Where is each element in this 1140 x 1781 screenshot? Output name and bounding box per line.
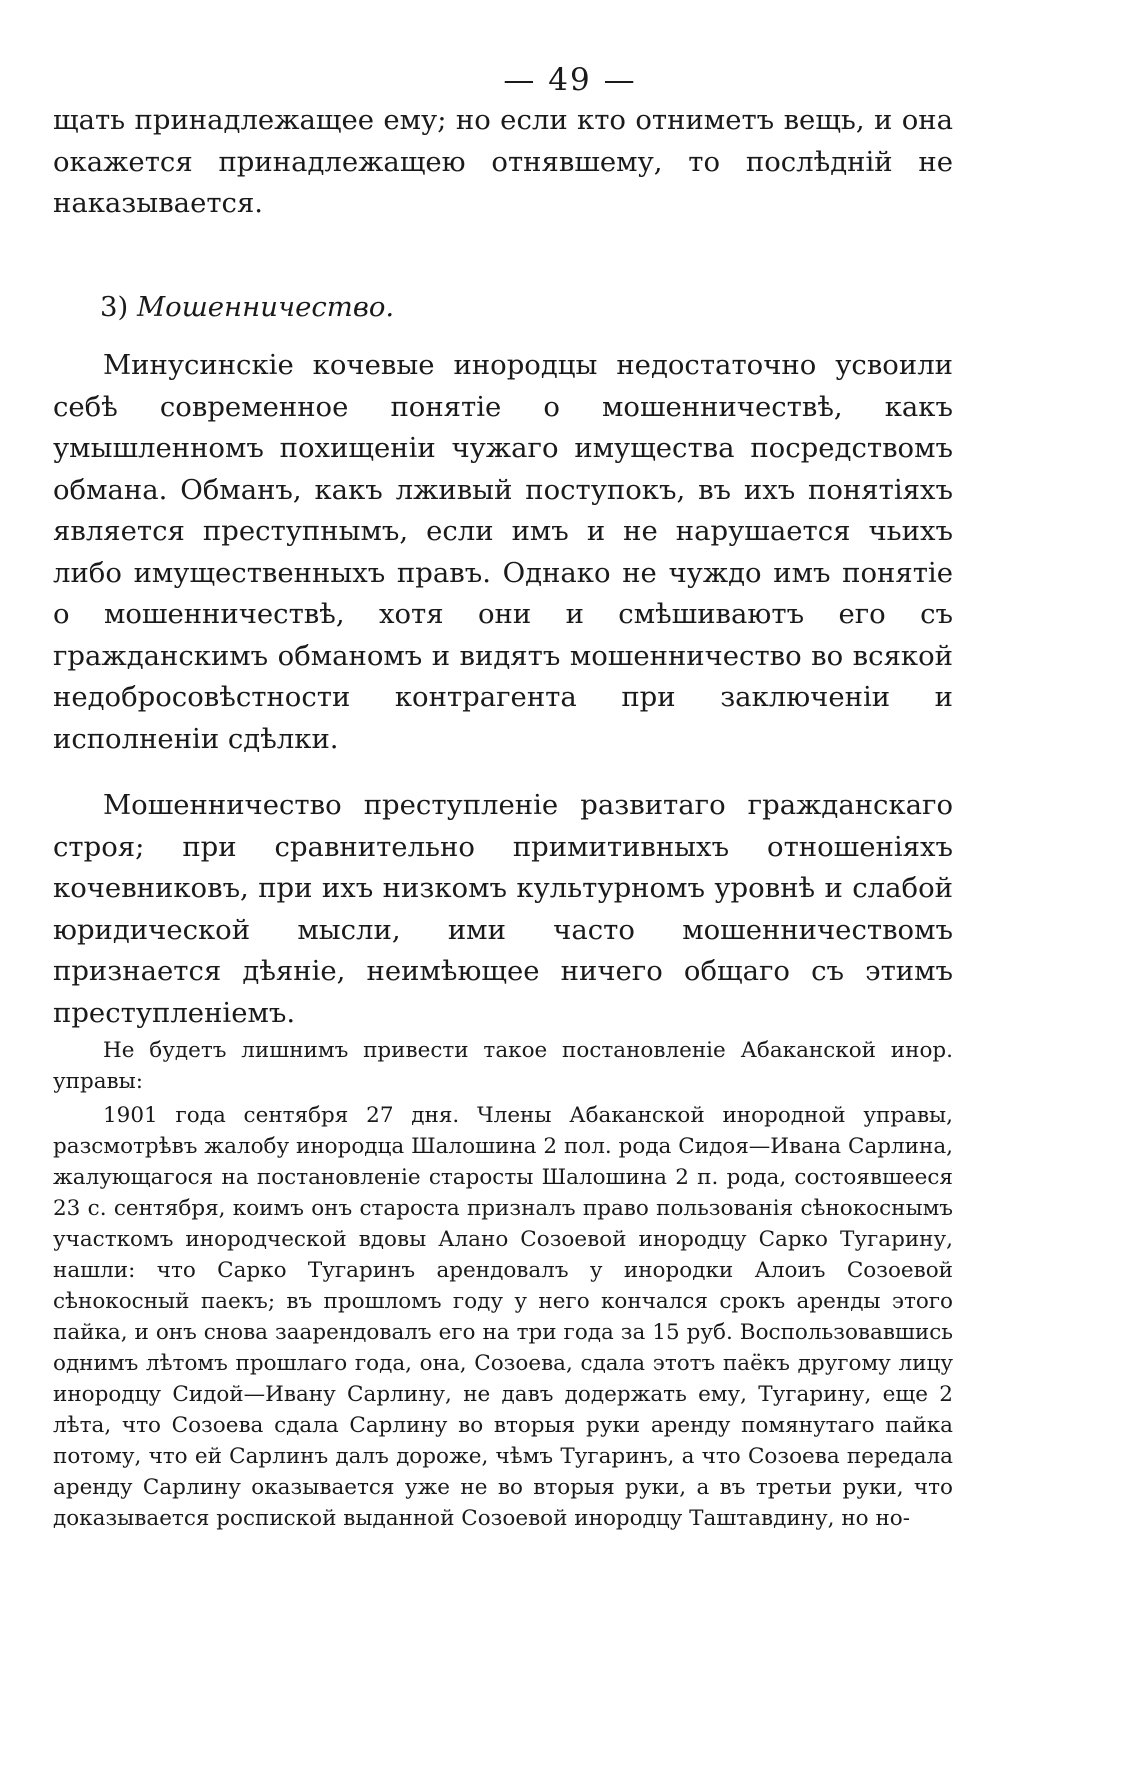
section-number: 3) xyxy=(100,291,129,323)
section-heading xyxy=(100,287,394,327)
page-number: — 49 — xyxy=(503,62,637,98)
paragraph-fraud-development: Мошенничество преступленiе развитаго гражданскаго строя; при сравнительно примитивныхъ отношенiяхъ кочевниковъ, при ихъ низкомъ культурномъ уровнѣ и слабой юридической мысли, ими часто мошенничествомъ признается дѣянiе, неимѣющее ничего общаго съ этимъ преступленiемъ. xyxy=(53,789,953,1029)
section-title: Мошенничество. xyxy=(136,291,395,323)
paragraph-decree-text: 1901 года сентября 27 дня. Члены Абаканской инородной управы, разсмотрѣвъ жалобу инородца Шалошина 2 пол. рода Сидоя—Ивана Сарлина, жалующагося на постановленiе старосты Шалошина 2 п. рода, состоявшееся 23 с. сентября, коимъ онъ староста призналъ право пользованiя сѣнокоснымъ участкомъ инородческой вдовы Алано Созоевой инородцу Сарко Тугарину, нашли: что Сарко Тугаринъ арендовалъ у инородки Алоиъ Созоевой сѣнокосный паекъ; въ прошломъ году у него кончался срокъ аренды этого пайка, и онъ снова заарендовалъ его на три года за 15 руб. Воспользовавшись однимъ лѣтомъ прошлаго года, она, Созоева, сдала этотъ паёкъ другому лицу инородцу Сидой—Ивану Сарлину, не давъ додержать ему, Тугарину, еще 2 лѣта, что Созоева сдала Сарлину во вторыя руки аренду помянутаго пайка потому, что ей Сарлинъ далъ дороже, чѣмъ Тугаринъ, а что Созоева передала аренду Сарлину оказывается уже не во вторыя руки, а въ третьи руки, что доказывается роспиской выданной Созоевой инородцу Таштавдину, но но- xyxy=(53,1103,953,1531)
paragraph-continuation: щать принадлежащее ему; но если кто отниметъ вещь, и она окажется принадлежащею отнявшему, то послѣднiй не наказывается. xyxy=(53,104,953,219)
paragraph-fraud-concept: Минусинскiе кочевые инородцы недостаточно усвоили себѣ современное понятiе о мошенничествѣ, какъ умышленномъ похищенiи чужаго имущества посредствомъ обмана. Обманъ, какъ лживый поступокъ, въ ихъ понятiяхъ является преступнымъ, если имъ и не нарушается чьихъ либо имущественныхъ правъ. Однако не чуждо имъ понятiе о мошенничествѣ, хотя они и смѣшиваютъ его съ гражданскимъ обманомъ и видятъ мошенничество во всякой недобросовѣстности контрагента при заключенiи и исполненiи сдѣлки. xyxy=(53,349,953,755)
paragraph-footnote-intro: Не будетъ лишнимъ привести такое постановленiе Абаканской инор. управы: xyxy=(53,1038,953,1094)
